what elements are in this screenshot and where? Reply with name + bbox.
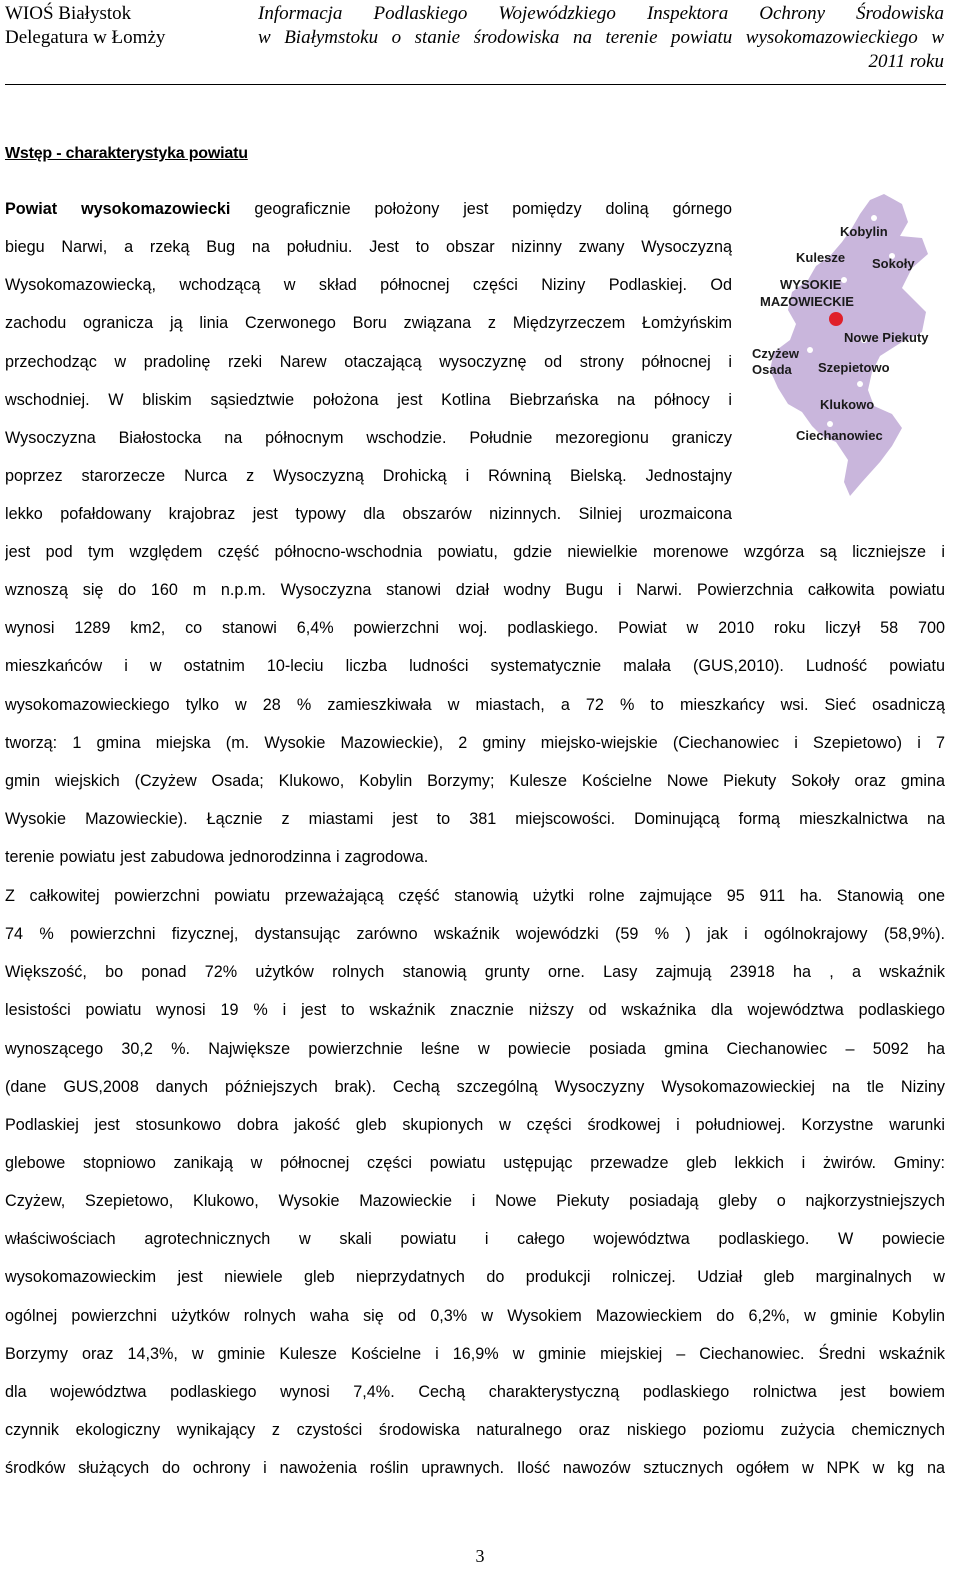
text-line: Podlaskiej jest stosunkowo dobra jakość gleb skupionych w części środkowej i południowej. Korzystne warunki: [5, 1115, 945, 1134]
text-line: Borzymy oraz 14,3%, w gminie Kulesze Kościelne i 16,9% w gminie miejskiej – Ciechanowiec. Średni wskaźnik: [5, 1344, 945, 1363]
map-label-szepietowo: Szepietowo: [818, 360, 890, 375]
map-label-ciechanowiec: Ciechanowiec: [796, 428, 883, 443]
paragraph-demographics: [5, 533, 945, 876]
text-line: lesistości powiatu wynosi 19 % i jest to wskaźnik znacznie niższy od wskaźnika dla województwa podlaskiego: [5, 1001, 945, 1020]
map-dot: [841, 277, 847, 283]
text-line: mieszkańców i w ostatnim 10-leciu liczba ludności systematycznie malała (GUS,2010). Ludność powiatu: [5, 657, 945, 676]
map-dot: [871, 215, 877, 221]
map-label-nowe-piekuty: Nowe Piekuty: [844, 330, 929, 345]
text-line: terenie powiatu jest zabudowa jednorodzinna i zagrodowa.: [5, 848, 429, 867]
text-line: glebowe stopniowo zanikają w północnej części powiatu ustępując przewadze gleb lekkich i żwirów. Gminy:: [5, 1153, 945, 1172]
map-label-czyzew: Czyżew: [752, 346, 799, 361]
district-region: [770, 194, 928, 496]
header-divider: [5, 84, 946, 85]
intro-line: wschodniej. W bliskim sąsiedztwie położona jest Kotlina Biebrzańska na północy i: [5, 390, 732, 409]
intro-line: Wysoczyzna Białostocka na północnym wschodzie. Południe mezoregionu graniczy: [5, 428, 732, 447]
text-line: właściwościach agrotechnicznych w skali powiatu i całego województwa podlaskiego. W powiecie: [5, 1230, 945, 1249]
text-line: czynnik ekologiczny wynikający z czystości środowiska naturalnego oraz niskiego poziomu zużycia chemicznych: [5, 1420, 945, 1439]
text-line: wysokomazowieckim jest niewiele gleb nieprzydatnych do produkcji rolniczej. Udział gleb marginalnych w: [5, 1268, 945, 1287]
header-org-line1: WIOŚ Białystok: [5, 3, 132, 24]
map-seat-marker: [829, 312, 843, 326]
map-dot: [827, 421, 833, 427]
map-label-wysokie: WYSOKIE: [780, 277, 842, 292]
header-org-line2: Delegatura w Łomży: [5, 27, 166, 48]
text-line: wysokomazowieckiego tylko w 28 % zamieszkiwała w miastach, a 72 % to mieszkańcy wsi. Sieć osadniczą: [5, 695, 945, 714]
lead-bold: Powiat wysokomazowiecki: [5, 200, 231, 218]
district-map-graphic: [752, 192, 952, 502]
map-label-kulesze: Kulesze: [796, 250, 846, 265]
text-line: jest pod tym względem część północno-wschodnia powiatu, gdzie niewielkie morenowe wzgórza są liczniejsze i: [5, 543, 945, 561]
map-label-mazowieckie: MAZOWIECKIE: [760, 294, 854, 309]
text-line: gmin wiejskich (Czyżew Osada; Klukowo, Kobylin Borzymy; Kulesze Kościelne Nowe Piekuty Sokoły oraz gmina: [5, 771, 945, 790]
paragraph-agriculture: [5, 877, 945, 1487]
header-title-line2: w Białymstoku o stanie środowiska na terenie powiatu wysokomazowieckiego w: [258, 27, 944, 48]
intro-line: zachodu ogranicza ją linia Czerwonego Boru związana z Międzyrzeczem Łomżyńskim: [5, 314, 732, 333]
text-line: Wysokie Mazowieckie). Łącznie z miastami jest to 381 miejscowości. Dominującą formą mieszkalnictwa na: [5, 809, 945, 828]
page-number: 3: [475, 1546, 485, 1566]
section-title: Wstęp - charakterystyka powiatu: [5, 145, 248, 162]
intro-line: przechodząc w pradolinę rzeki Narew otaczającą wysoczyznę od strony północnej i: [5, 352, 732, 371]
header-title-line1: Informacja Podlaskiego Wojewódzkiego Inspektora Ochrony Środowiska: [258, 3, 944, 24]
district-map: [752, 192, 952, 502]
map-dot: [857, 381, 863, 387]
header-organization: [5, 2, 165, 50]
text-line: 74 % powierzchni fizycznej, dystansując zarówno wskaźnik wojewódzki (59 % ) jak i ogólnokrajowy (58,9%).: [5, 925, 945, 944]
map-label-kobylin: Kobylin: [840, 224, 888, 239]
map-label-sokoly: Sokoły: [872, 256, 915, 271]
text-line: wynoszącego 30,2 %. Największe powierzchnie leśne w powiecie posiada gmina Ciechanowiec – 5092 ha: [5, 1039, 945, 1058]
text-line: wynosi 1289 km2, co stanowi 6,4% powierzchni woj. podlaskiego. Powiat w 2010 roku liczył 58 700: [5, 619, 945, 638]
header-title: [258, 2, 944, 74]
text-line: Większość, bo ponad 72% użytków rolnych stanowią grunty orne. Lasy zajmują 23918 ha , a wskaźnik: [5, 963, 945, 982]
intro-line-1: Powiat wysokomazowiecki geograficznie położony jest pomiędzy doliną górnego: [5, 200, 732, 218]
text-line: wznoszą się do 160 m n.p.m. Wysoczyzna stanowi dział wodny Bugu i Narwi. Powierzchnia całkowita powiatu: [5, 581, 945, 600]
header-title-line3: 2011 roku: [868, 51, 944, 72]
text-line: Czyżew, Szepietowo, Klukowo, Wysokie Mazowieckie i Nowe Piekuty posiadają gleby o najkorzystniejszych: [5, 1192, 945, 1211]
map-label-osada: Osada: [752, 362, 792, 377]
intro-line: Wysokomazowiecką, wchodzącą w skład północnej części Niziny Podlaskiej. Od: [5, 276, 732, 295]
text-line: tworzą: 1 gmina miejska (m. Wysokie Mazowieckie), 2 gminy miejsko-wiejskie (Ciechanowiec i Szepietowo) i 7: [5, 733, 945, 752]
intro-paragraph-top: [5, 190, 732, 533]
text-line: Z całkowitej powierzchni powiatu przeważającą część stanowią użytki rolne zajmujące 95 911 ha. Stanowią one: [5, 887, 945, 905]
text-line: dla województwa podlaskiego wynosi 7,4%. Cechą charakterystyczną podlaskiego rolnictwa jest bowiem: [5, 1382, 945, 1401]
text-line: środków służących do ochrony i nawożenia roślin uprawnych. Ilość nawozów sztucznych ogółem w NPK w kg na: [5, 1459, 945, 1478]
intro-line: lekko pofałdowany krajobraz jest typowy dla obszarów nizinnych. Silniej urozmaicona: [5, 505, 732, 524]
map-label-klukowo: Klukowo: [820, 397, 875, 412]
text-line: (dane GUS,2008 danych późniejszych brak). Cechą szczególną Wysoczyzny Wysokomazowieckiej na tle Niziny: [5, 1077, 945, 1096]
text-line: ogólnej powierzchni użytków rolnych waha się od 0,3% w Wysokiem Mazowieckiem do 6,2%, w gminie Kobylin: [5, 1306, 945, 1325]
intro-line: biegu Narwi, a rzeką Bug na południu. Jest to obszar nizinny zwany Wysoczyzną: [5, 238, 732, 257]
intro-line: poprzez starorzecze Nurca z Wysoczyzną Drohicką i Równiną Bielską. Jednostajny: [5, 466, 732, 485]
map-dot: [807, 347, 813, 353]
